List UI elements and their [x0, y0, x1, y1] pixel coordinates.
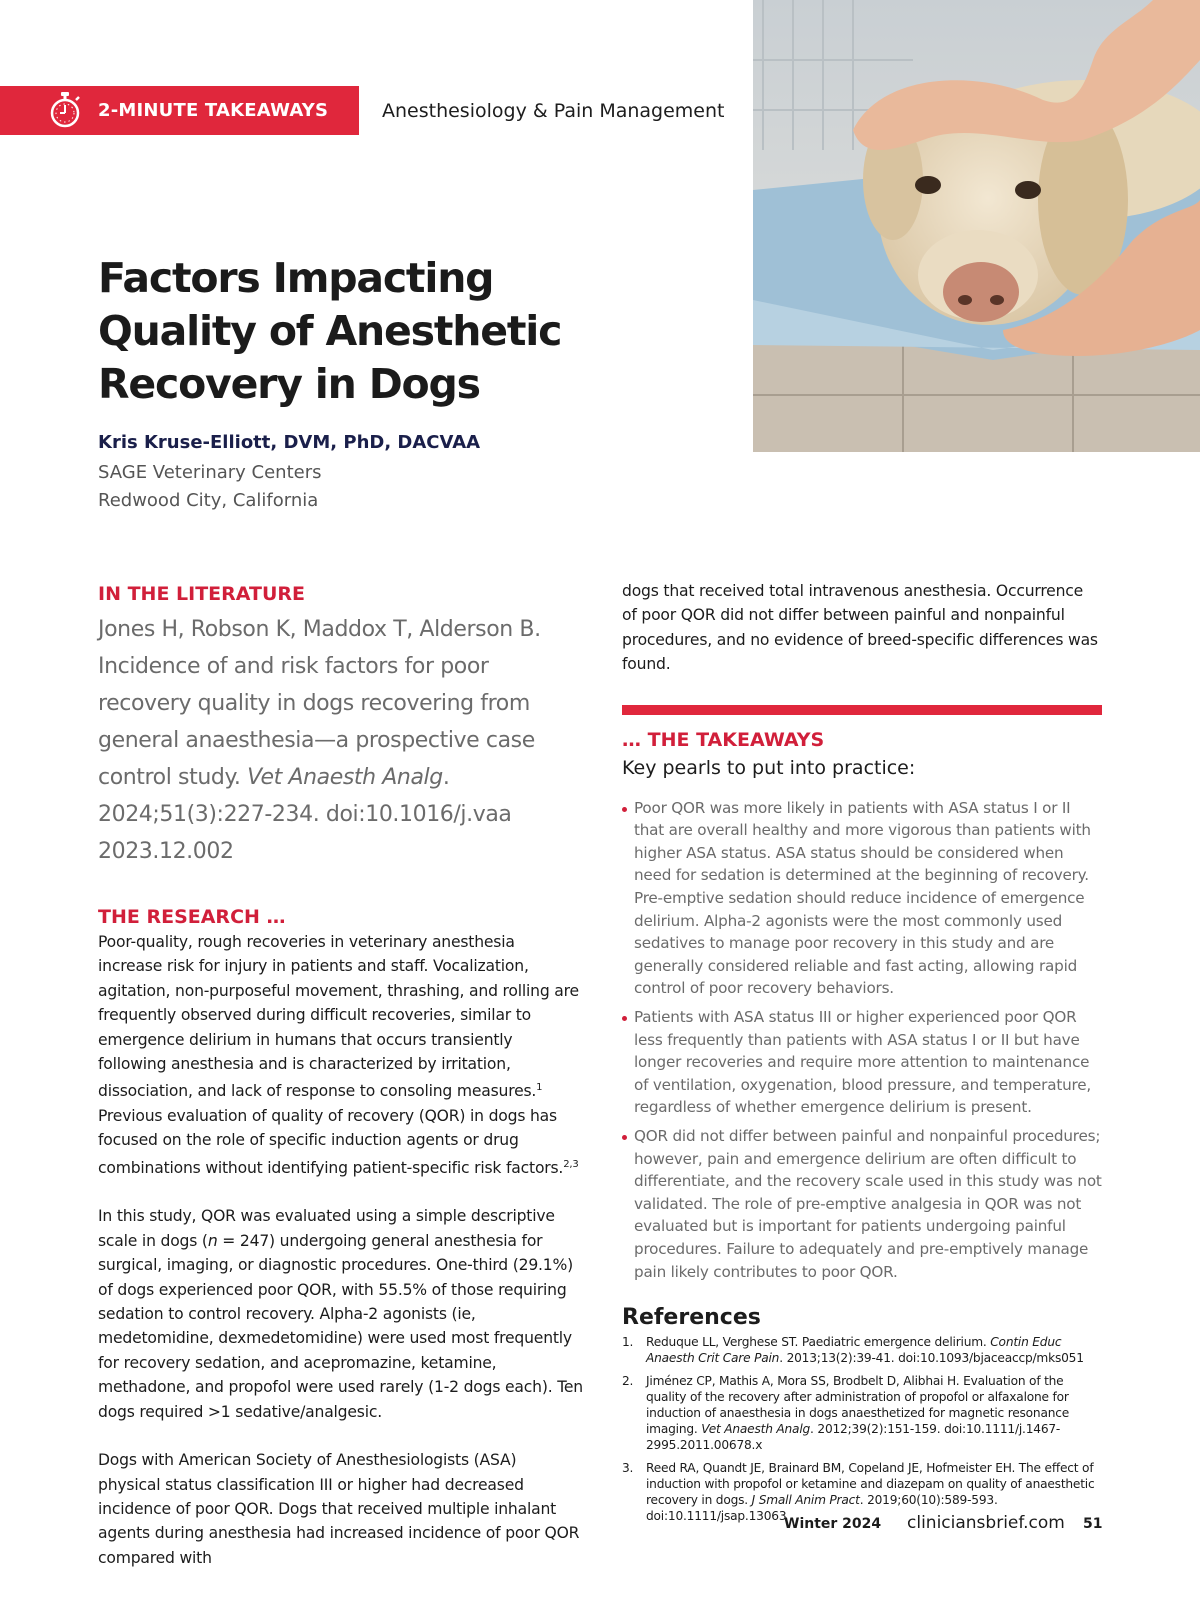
citation-text-pre: Jones H, Robson K, Maddox T, Alderson B. Incidence of and risk factors for poor recovery quality in dogs recovering from general anaesthesia—a prospective case control study.: [98, 617, 541, 790]
left-column: [98, 583, 583, 1570]
research-p1-a: Poor-quality, rough recoveries in veterinary anesthesia increase risk for injury in patients and staff. Vocalization, agitation, non-purposeful movement, thrashing, and rolling are frequently observed during difficult recoveries, similar to emergence delirium in humans that occurs transiently following anesthesia and is characterized by irritation, dissociation, and lack of response to consoling measures.: [98, 933, 579, 1101]
author-name: Kris Kruse-Elliott, DVM, PhD, DACVAA: [98, 432, 481, 453]
takeaways-banner: [0, 86, 359, 135]
right-column: [622, 583, 1102, 1530]
banner-label: 2-MINUTE TAKEAWAYS: [98, 100, 329, 121]
reference-text: Reduque LL, Verghese ST. Paediatric emergence delirium.: [646, 1335, 991, 1350]
reference-number: 3.: [622, 1460, 634, 1475]
takeaways-divider: [622, 705, 1102, 715]
takeaways-subheading: Key pearls to put into practice:: [622, 756, 916, 779]
reference-number: 2.: [622, 1373, 634, 1388]
sample-size-n: n: [207, 1231, 218, 1250]
footer-website[interactable]: cliniciansbrief.com: [907, 1513, 1065, 1533]
reference-journal: J Small Anim Pract: [751, 1492, 860, 1507]
article-title: Factors Impacting Quality of Anesthetic Recovery in Dogs: [98, 254, 562, 408]
research-paragraph-3-continued: dogs that received total intravenous anesthesia. Occurrence of poor QOR did not differ between painful and nonpainful procedures, and no evidence of breed-specific differences was found.: [622, 582, 1098, 674]
reference-journal: Vet Anaesth Analg: [701, 1422, 811, 1437]
research-heading: THE RESEARCH …: [98, 906, 286, 928]
section-label: Anesthesiology & Pain Management: [382, 100, 725, 122]
takeaways-list: [622, 797, 1102, 1283]
literature-citation: [98, 611, 583, 870]
affiliation-line2: Redwood City, California: [98, 490, 319, 511]
reference-item: [622, 1373, 1102, 1454]
footer-issue: Winter 2024: [784, 1516, 882, 1532]
reference-text: Reed RA, Quandt JE, Brainard BM, Copeland JE, Hofmeister EH. The effect of induction with propofol or ketamine and diazepam on quality of anaesthetic recovery in dogs.: [646, 1460, 1095, 1507]
reference-text: Jiménez CP, Mathis A, Mora SS, Brodbelt D, Alibhai H. Evaluation of the quality of the recovery after administration of propofol or alfaxalone for induction of anaesthesia in dogs anaesthetized for magnetic resonance imaging.: [646, 1373, 1070, 1437]
takeaway-item: Patients with ASA status III or higher experienced poor QOR less frequently than patients with ASA status I or II but have longer recoveries and require more attention to maintenance of ventilation, oxygenation, blood pressure, and temperature, regardless of whether emergence delirium is present.: [622, 1006, 1102, 1119]
takeaway-item: QOR did not differ between painful and nonpainful procedures; however, pain and emergence delirium are often difficult to differentiate, and the recovery scale used in this study was not validated. The role of pre-emptive analgesia in QOR was not evaluated but is important for patients undergoing painful procedures. Failure to adequately and pre-emptively manage pain likely contributes to poor QOR.: [622, 1125, 1102, 1283]
research-p2-a: In this study, QOR was evaluated using a simple descriptive scale in dogs (: [98, 1207, 555, 1250]
research-p2-b: = 247) undergoing general anesthesia for surgical, imaging, or diagnostic procedures. One-third (29.1%) of dogs experienced poor QOR, with 55.5% of those requiring sedation to control recovery. Alpha-2 agonists (ie, medetomidine, dexmedetomidine) were used most frequently for recovery sedation, and acepromazine, ketamine, methadone, and propofol were used rarely (1-2 dogs each). Ten dogs required >1 sedative/analgesic.: [98, 1231, 583, 1421]
footnote-ref-1: 1: [536, 1082, 543, 1094]
citation-text-post: . 2024;51(3):227-234. doi:10.1016/j.vaa 2023.12.002: [98, 765, 512, 864]
dog-photo: [753, 0, 1200, 452]
reference-details: . 2013;13(2):39-41. doi:10.1093/bjaceaccp/mks051: [779, 1351, 1084, 1366]
research-paragraph-3: Dogs with American Society of Anesthesiologists (ASA) physical status classification III or higher had decreased incidence of poor QOR. Dogs that received multiple inhalant agents during anesthesia had increased incidence of poor QOR compared with: [98, 1451, 580, 1567]
takeaway-item: Poor QOR was more likely in patients with ASA status I or II that are overall healthy and more vigorous than patients with higher ASA status. ASA status should be considered when need for sedation is determined at the beginning of recovery. Pre-emptive sedation should reduce incidence of emergence delirium. Alpha-2 agonists were the most commonly used sedatives to manage poor recovery in this study and are generally considered reliable and fast acting, allowing rapid control of poor recovery behaviors.: [622, 797, 1102, 1000]
page-number: 51: [1083, 1516, 1103, 1532]
research-paragraph-2: [98, 1204, 583, 1424]
takeaways-heading: … THE TAKEAWAYS: [622, 728, 825, 751]
reference-item: [622, 1334, 1102, 1366]
affiliation-line1: SAGE Veterinary Centers: [98, 462, 322, 483]
research-paragraph-1: [98, 930, 583, 1180]
reference-number: 1.: [622, 1335, 634, 1350]
citation-journal: Vet Anaesth Analg: [247, 765, 443, 790]
research-p1-b: Previous evaluation of quality of recovery (QOR) in dogs has focused on the role of specific induction agents or drug combinations without identifying patient-specific risk factors.: [98, 1107, 564, 1178]
reference-details: . 2019;60(10):589-593. doi:10.1111/jsap.13063: [646, 1492, 998, 1524]
reference-journal: Contin Educ Anaesth Crit Care Pain: [646, 1335, 1062, 1366]
stopwatch-icon: [48, 90, 82, 130]
footnote-ref-2-3: 2,3: [563, 1158, 579, 1170]
literature-heading: IN THE LITERATURE: [98, 583, 306, 605]
references-heading: References: [622, 1305, 761, 1331]
references-list: [622, 1334, 1102, 1524]
reference-details: . 2012;39(2):151-159. doi:10.1111/j.1467-2995.2011.00678.x: [646, 1422, 1061, 1453]
